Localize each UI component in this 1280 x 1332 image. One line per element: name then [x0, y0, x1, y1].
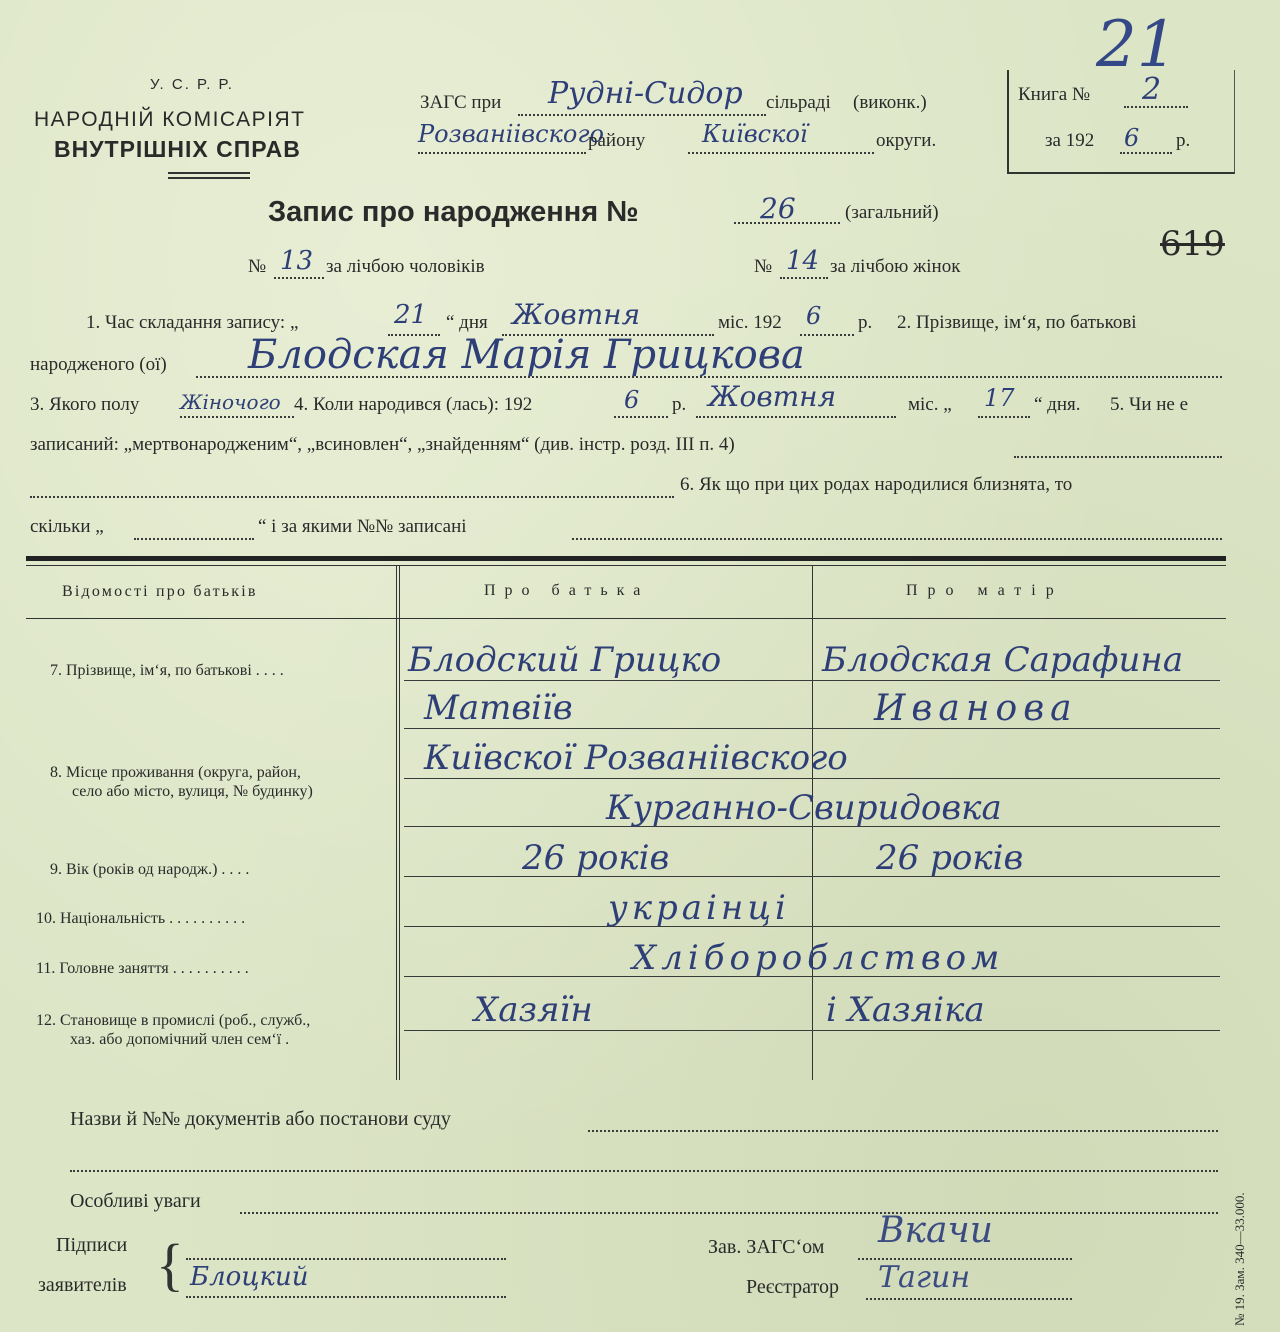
okruha-line — [688, 152, 874, 154]
notes-line — [240, 1212, 1218, 1214]
signatures-label: Підписи — [56, 1234, 128, 1256]
zags-vykonk: (виконк.) — [853, 92, 927, 113]
field4-day-label: “ дня. — [1034, 394, 1081, 415]
book-year-line — [1120, 152, 1172, 154]
field6-cont2: “ і за якими №№ записані — [258, 516, 467, 537]
male-number-line — [274, 277, 324, 279]
row-line-residence-1 — [404, 778, 1220, 779]
zags-council-suffix: сільраді — [766, 92, 831, 113]
field4-month-line — [696, 416, 896, 418]
field6-pre-line — [30, 496, 674, 498]
commissariat-label: НАРОДНІЙ КОМІСАРІЯТ — [34, 108, 306, 131]
book-year-suffix: р. — [1176, 130, 1191, 151]
book-label: Книга № — [1018, 84, 1091, 105]
district-suffix: району — [588, 130, 646, 151]
table-header-parents: Відомості про батьків — [62, 583, 258, 600]
row-line-name-2 — [404, 728, 1220, 729]
field4-month-handwriting: Жовтня — [708, 380, 837, 413]
book-stamp-number: 21 — [1096, 8, 1178, 82]
field4-month-label: міс. „ — [908, 394, 952, 415]
field1-day-handwriting: 21 — [394, 300, 428, 330]
record-title: Запис про народження № — [268, 196, 639, 228]
father-name-1: Блодский Грицко — [408, 640, 722, 680]
header-rule-1 — [168, 172, 250, 174]
field1-month-handwriting: Жовтня — [512, 298, 641, 331]
field2-label: 2. Прізвище, ім‘я, по батькові — [897, 312, 1137, 333]
female-label: за лічбою жінок — [830, 256, 961, 277]
field6-numbers-line — [572, 538, 1222, 540]
female-number-handwriting: 14 — [786, 246, 820, 276]
record-number-handwriting: 26 — [760, 192, 796, 225]
table-col-sep-1 — [396, 566, 400, 1080]
department-label: ВНУТРІШНІХ СПРАВ — [54, 136, 301, 162]
field6-count-line — [134, 538, 254, 540]
father-name-2: Матвіїв — [424, 688, 573, 728]
field2-cont: народженого (ої) — [30, 354, 167, 375]
mother-age: 26 років — [876, 838, 1024, 878]
father-position: Хазяїн — [474, 990, 593, 1030]
field6-cont1: скільки „ — [30, 516, 104, 537]
female-prefix: № — [754, 256, 773, 277]
table-header-mother: Про матір — [906, 582, 1064, 599]
row-line-nationality — [404, 926, 1220, 927]
field4-label: 4. Коли народився (лась): 192 — [294, 394, 533, 415]
documents-line-2 — [70, 1170, 1218, 1172]
mother-name-1: Блодская Сарафина — [822, 640, 1184, 680]
field5-cont: записаний: „мертвонародженим“, „всиновлен“, „знайденням“ (див. інстр. розд. III п. 4) — [30, 434, 735, 455]
field3-line — [180, 416, 294, 418]
female-number-line — [780, 277, 828, 279]
okruha-handwriting: Київскої — [702, 120, 808, 148]
field1-month-label: міс. 192 — [718, 312, 782, 333]
row-label-residence: 8. Місце проживання (округа, район, — [50, 764, 301, 781]
field1-year-suffix: р. — [858, 312, 873, 333]
head-label: Зав. ЗАГС‘ом — [708, 1236, 825, 1258]
record-general: (загальний) — [845, 202, 939, 223]
row-label-residence-2: село або місто, вулиця, № будинку) — [72, 783, 313, 800]
applicant-signature: Блоцкий — [190, 1262, 309, 1292]
applicant-sig-line-1 — [186, 1258, 506, 1260]
crossed-number: 619 — [1160, 224, 1225, 264]
documents-line — [588, 1130, 1218, 1132]
field4-day-line — [978, 416, 1030, 418]
okruha-suffix: округи. — [876, 130, 937, 151]
registrar-label: Реєстратор — [746, 1276, 840, 1298]
field3-label: 3. Якого полу — [30, 394, 140, 415]
book-year-handwriting: 6 — [1124, 124, 1140, 152]
registrar-sig-line — [866, 1298, 1072, 1300]
row-label-position: 12. Становище в промислі (роб., служб., — [36, 1012, 311, 1029]
field4-year-line — [614, 416, 668, 418]
field5-line — [1014, 456, 1222, 458]
field4-year-suffix: р. — [672, 394, 687, 415]
field5-label: 5. Чи не е — [1110, 394, 1189, 415]
zags-prefix: ЗАГС при — [420, 92, 502, 113]
documents-label: Назви й №№ документів або постанови суду — [70, 1108, 451, 1130]
row-label-nationality: 10. Національність . . . . . . . . . . — [36, 910, 246, 927]
applicants-label: заявителів — [38, 1274, 127, 1296]
district-line — [418, 152, 586, 154]
row-label-age: 9. Вік (років од народж.) . . . . — [50, 861, 250, 878]
book-year-label: за 192 — [1045, 130, 1095, 151]
registrar-signature: Тагин — [878, 1260, 971, 1295]
table-header-father: Про батька — [484, 582, 650, 599]
residence-2: Курганно-Свиридовка — [606, 788, 1002, 828]
table-top-rule-2 — [26, 565, 1226, 566]
head-signature: Вкачи — [878, 1210, 993, 1251]
header-rule-2 — [168, 177, 250, 179]
signatures-brace: { — [156, 1232, 184, 1297]
table-header-bottom — [26, 618, 1226, 619]
field6-label: 6. Як що при цих родах народилися близнята, то — [680, 474, 1073, 495]
father-age: 26 років — [522, 838, 670, 878]
field4-year-handwriting: 6 — [624, 386, 640, 414]
occupation: Хлібороблством — [632, 938, 1005, 978]
zags-council-line — [518, 114, 766, 116]
row-label-name: 7. Прізвище, ім‘я, по батькові . . . . — [50, 662, 284, 679]
mother-position: і Хазяіка — [826, 990, 985, 1030]
row-label-occupation: 11. Головне заняття . . . . . . . . . . — [36, 960, 249, 977]
row-line-position — [404, 1030, 1220, 1031]
district-handwriting: Розваніівского — [418, 120, 604, 148]
field2-handwriting: Блодская Марія Грицкова — [248, 332, 805, 378]
field1-year-line — [800, 334, 854, 336]
row-line-name-1 — [404, 680, 1220, 681]
male-number-handwriting: 13 — [280, 246, 314, 276]
residence-1: Київскої Розваніівского — [424, 738, 848, 778]
field1-year-handwriting: 6 — [806, 302, 822, 330]
print-mark: № 19. Зам. 340—33.000. — [1232, 1192, 1247, 1326]
book-number-handwriting: 2 — [1142, 72, 1162, 107]
applicant-sig-line-2 — [186, 1296, 506, 1298]
notes-label: Особливі уваги — [70, 1190, 201, 1212]
row-label-position-2: хаз. або допомічний член сем‘ї . — [70, 1031, 290, 1048]
nationality: украінці — [608, 888, 790, 928]
table-top-rule — [26, 556, 1226, 561]
zags-council-handwriting: Рудні-Сидор — [548, 76, 743, 111]
ussr-label: У. С. Р. Р. — [150, 76, 234, 93]
male-label: за лічбою чоловіків — [326, 256, 485, 277]
field4-day-handwriting: 17 — [984, 384, 1015, 412]
field3-handwriting: Жіночого — [180, 390, 281, 414]
mother-name-2: Иванова — [874, 688, 1078, 729]
field1-day-label: “ дня — [446, 312, 488, 333]
field1-label: 1. Час складання запису: „ — [86, 312, 299, 333]
male-prefix: № — [248, 256, 267, 277]
